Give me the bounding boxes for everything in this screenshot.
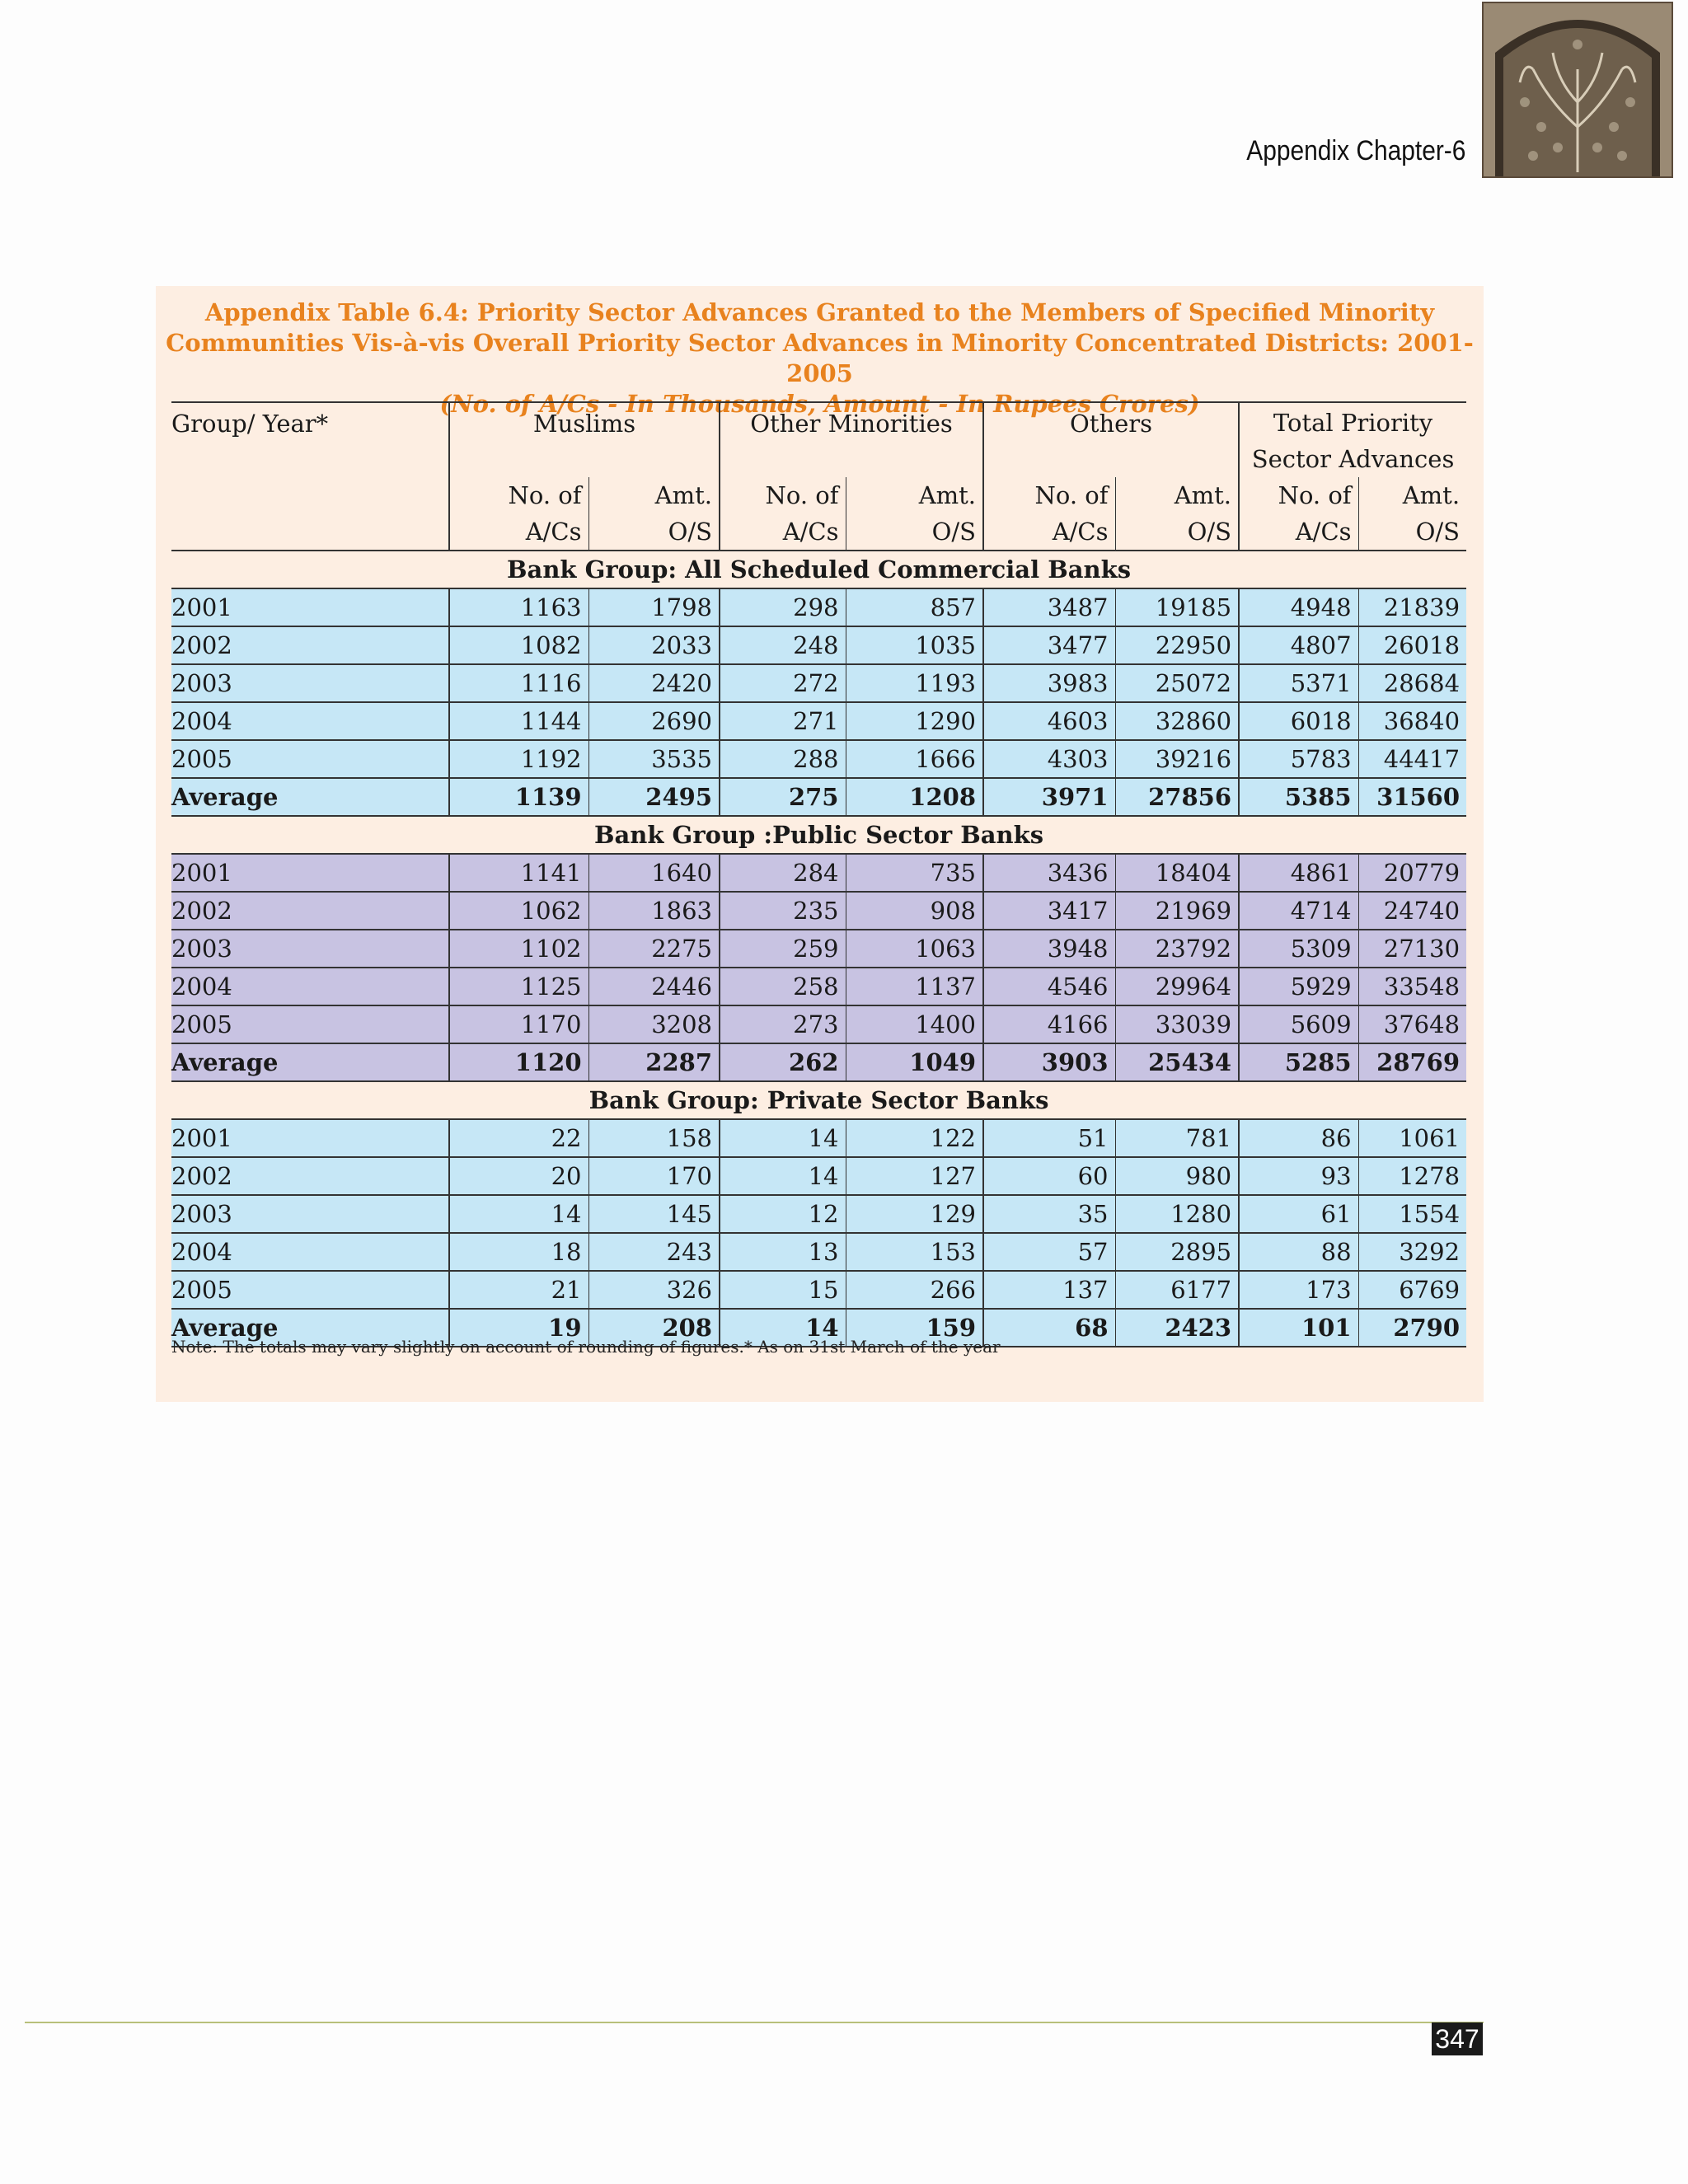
table-cell: 145	[588, 1195, 720, 1233]
table-cell: 4948	[1239, 588, 1358, 626]
row-label: Average	[171, 778, 449, 816]
table-cell: 26018	[1358, 626, 1466, 664]
table-row	[171, 740, 1466, 778]
table-cell: 3417	[983, 892, 1115, 930]
table-cell: 25434	[1115, 1043, 1239, 1081]
table-cell: 1290	[846, 702, 983, 740]
row-label: 2001	[171, 854, 449, 892]
table-cell: 44417	[1358, 740, 1466, 778]
table-cell: 243	[588, 1233, 720, 1271]
table-cell: 5783	[1239, 740, 1358, 778]
table-row	[171, 1119, 1466, 1157]
table-row	[171, 1005, 1466, 1043]
table-cell: 1192	[449, 740, 588, 778]
table-row	[171, 930, 1466, 968]
table-cell: 129	[846, 1195, 983, 1233]
section-heading: Bank Group: Private Sector Banks	[171, 1081, 1466, 1119]
table-cell: 1061	[1358, 1119, 1466, 1157]
col-subheader-amt-os	[1358, 477, 1466, 551]
table-cell: 22950	[1115, 626, 1239, 664]
row-label: 2001	[171, 588, 449, 626]
table-cell: 3292	[1358, 1233, 1466, 1271]
table-cell: 1120	[449, 1043, 588, 1081]
table-cell: 2690	[588, 702, 720, 740]
title-units: (No. of A/Cs - In Thousands, Amount - In Rupees Crores)	[439, 390, 1200, 418]
table-cell: 153	[846, 1233, 983, 1271]
section-heading: Bank Group: All Scheduled Commercial Banks	[171, 551, 1466, 588]
col-subheader-no-of-acs	[720, 477, 846, 551]
row-label: 2005	[171, 1005, 449, 1043]
table-cell: 6018	[1239, 702, 1358, 740]
col-subheader-no-of-acs	[1239, 477, 1358, 551]
table-cell: 22	[449, 1119, 588, 1157]
section-heading: Bank Group :Public Sector Banks	[171, 816, 1466, 854]
table-cell: 908	[846, 892, 983, 930]
row-label: 2004	[171, 702, 449, 740]
table-cell: 2420	[588, 664, 720, 702]
col-subheader-line2: A/Cs	[1052, 518, 1109, 546]
average-row	[171, 1043, 1466, 1081]
row-label: 2005	[171, 1271, 449, 1309]
table-cell: 28684	[1358, 664, 1466, 702]
col-subheader-line2: O/S	[1187, 518, 1232, 546]
title-line-2: Communities Vis-à-vis Overall Priority Sector Advances in Minority Concentrated Districts: 2001-2005	[166, 329, 1474, 387]
row-label: 2002	[171, 892, 449, 930]
table-cell: 19185	[1115, 588, 1239, 626]
table-cell: 5609	[1239, 1005, 1358, 1043]
table-cell: 173	[1239, 1271, 1358, 1309]
table-cell: 1144	[449, 702, 588, 740]
col-header-other-minorities: Other Minorities	[720, 402, 983, 477]
table-cell: 51	[983, 1119, 1115, 1157]
table-cell: 122	[846, 1119, 983, 1157]
table-cell: 1863	[588, 892, 720, 930]
table-cell: 2790	[1358, 1309, 1466, 1347]
table-cell: 298	[720, 588, 846, 626]
table-row	[171, 702, 1466, 740]
table-cell: 4166	[983, 1005, 1115, 1043]
table-cell: 21	[449, 1271, 588, 1309]
table-cell: 32860	[1115, 702, 1239, 740]
table-cell: 5371	[1239, 664, 1358, 702]
table-cell: 235	[720, 892, 846, 930]
table-cell: 980	[1115, 1157, 1239, 1195]
table-cell: 12	[720, 1195, 846, 1233]
table-cell: 4807	[1239, 626, 1358, 664]
table-cell: 93	[1239, 1157, 1358, 1195]
col-subheader-amt-os	[1115, 477, 1239, 551]
col-header-total	[1239, 402, 1466, 477]
table-cell: 24740	[1358, 892, 1466, 930]
table-cell: 2895	[1115, 1233, 1239, 1271]
table-cell: 1666	[846, 740, 983, 778]
col-subheader-line2: O/S	[931, 518, 977, 546]
table-cell: 60	[983, 1157, 1115, 1195]
table-cell: 1102	[449, 930, 588, 968]
col-header-others: Others	[983, 402, 1239, 477]
table-cell: 2275	[588, 930, 720, 968]
row-label: 2003	[171, 930, 449, 968]
table-cell: 273	[720, 1005, 846, 1043]
table-cell: 19	[449, 1309, 588, 1347]
table-cell: 271	[720, 702, 846, 740]
table-cell: 3948	[983, 930, 1115, 968]
row-label: Average	[171, 1043, 449, 1081]
col-subheader-line1: Amt.	[1174, 481, 1232, 509]
table-cell: 57	[983, 1233, 1115, 1271]
row-label: 2002	[171, 1157, 449, 1195]
table-cell: 6769	[1358, 1271, 1466, 1309]
table-cell: 15	[720, 1271, 846, 1309]
table-cell: 14	[720, 1309, 846, 1347]
table-cell: 3436	[983, 854, 1115, 892]
col-subheader-line1: No. of	[1278, 481, 1352, 509]
col-header-total-line2: Sector Advances	[1251, 445, 1455, 473]
row-label: 2003	[171, 664, 449, 702]
table-row	[171, 626, 1466, 664]
table-cell: 248	[720, 626, 846, 664]
table-row	[171, 1233, 1466, 1271]
table-cell: 14	[720, 1119, 846, 1157]
table-cell: 3971	[983, 778, 1115, 816]
table-cell: 4303	[983, 740, 1115, 778]
table-cell: 1062	[449, 892, 588, 930]
table-cell: 1035	[846, 626, 983, 664]
average-row	[171, 778, 1466, 816]
col-subheader-line1: Amt.	[1402, 481, 1461, 509]
table-cell: 33548	[1358, 968, 1466, 1005]
col-subheader-line1: No. of	[508, 481, 582, 509]
table-cell: 18404	[1115, 854, 1239, 892]
table-cell: 272	[720, 664, 846, 702]
table-cell: 1049	[846, 1043, 983, 1081]
table-cell: 735	[846, 854, 983, 892]
table-cell: 170	[588, 1157, 720, 1195]
table-cell: 1125	[449, 968, 588, 1005]
table-cell: 31560	[1358, 778, 1466, 816]
table-cell: 275	[720, 778, 846, 816]
table-panel	[156, 286, 1484, 1402]
table-cell: 5929	[1239, 968, 1358, 1005]
col-header-group-year: Group/ Year*	[171, 410, 329, 438]
table-cell: 1208	[846, 778, 983, 816]
table-row	[171, 968, 1466, 1005]
table-cell: 137	[983, 1271, 1115, 1309]
table-cell: 781	[1115, 1119, 1239, 1157]
table-cell: 2495	[588, 778, 720, 816]
col-header-muslims: Muslims	[449, 402, 720, 477]
row-label: Average	[171, 1309, 449, 1347]
table-cell: 326	[588, 1271, 720, 1309]
table-row	[171, 892, 1466, 930]
table-cell: 4603	[983, 702, 1115, 740]
col-subheader-amt-os	[846, 477, 983, 551]
table-cell: 159	[846, 1309, 983, 1347]
row-label: 2004	[171, 1233, 449, 1271]
table-cell: 3903	[983, 1043, 1115, 1081]
table-cell: 3477	[983, 626, 1115, 664]
table-cell: 3535	[588, 740, 720, 778]
col-subheader-line2: A/Cs	[525, 518, 582, 546]
table-cell: 1278	[1358, 1157, 1466, 1195]
row-label: 2004	[171, 968, 449, 1005]
col-subheader-line1: No. of	[765, 481, 839, 509]
row-label: 2003	[171, 1195, 449, 1233]
table-cell: 61	[1239, 1195, 1358, 1233]
table-cell: 4546	[983, 968, 1115, 1005]
col-subheader-line1: Amt.	[918, 481, 977, 509]
table-cell: 1137	[846, 968, 983, 1005]
table-cell: 3487	[983, 588, 1115, 626]
table-cell: 29964	[1115, 968, 1239, 1005]
table-cell: 25072	[1115, 664, 1239, 702]
table-cell: 14	[449, 1195, 588, 1233]
table-cell: 88	[1239, 1233, 1358, 1271]
table-cell: 68	[983, 1309, 1115, 1347]
col-subheader-line2: A/Cs	[782, 518, 839, 546]
col-subheader-no-of-acs	[449, 477, 588, 551]
table-cell: 1170	[449, 1005, 588, 1043]
table-cell: 262	[720, 1043, 846, 1081]
table-cell: 5309	[1239, 930, 1358, 968]
row-label: 2002	[171, 626, 449, 664]
row-label: 2001	[171, 1119, 449, 1157]
col-subheader-line2: A/Cs	[1295, 518, 1352, 546]
col-subheader-amt-os	[588, 477, 720, 551]
table-cell: 5385	[1239, 778, 1358, 816]
table-cell: 3208	[588, 1005, 720, 1043]
table-row	[171, 1195, 1466, 1233]
table-cell: 21969	[1115, 892, 1239, 930]
table-row	[171, 588, 1466, 626]
table-cell: 33039	[1115, 1005, 1239, 1043]
jali-window-image	[1482, 2, 1673, 178]
table-cell: 1139	[449, 778, 588, 816]
table-cell: 86	[1239, 1119, 1358, 1157]
table-cell: 2287	[588, 1043, 720, 1081]
table-cell: 857	[846, 588, 983, 626]
table-cell: 1400	[846, 1005, 983, 1043]
table-row	[171, 854, 1466, 892]
table-cell: 27856	[1115, 778, 1239, 816]
table-cell: 208	[588, 1309, 720, 1347]
table-cell: 4714	[1239, 892, 1358, 930]
col-subheader-line2: O/S	[668, 518, 712, 546]
table-cell: 35	[983, 1195, 1115, 1233]
table-cell: 2423	[1115, 1309, 1239, 1347]
page-number: 347	[1432, 2022, 1483, 2055]
table-cell: 1163	[449, 588, 588, 626]
table-row	[171, 1157, 1466, 1195]
col-header-total-line1: Total Priority	[1273, 409, 1433, 437]
table-cell: 27130	[1358, 930, 1466, 968]
col-subheader-no-of-acs	[983, 477, 1115, 551]
table-cell: 5285	[1239, 1043, 1358, 1081]
table-cell: 1063	[846, 930, 983, 968]
table-cell: 4861	[1239, 854, 1358, 892]
table-cell: 39216	[1115, 740, 1239, 778]
table-row	[171, 1271, 1466, 1309]
table-note: Note: The totals may vary slightly on account of rounding of figures.* As on 31st March of the year	[171, 1337, 1001, 1357]
chapter-heading: Appendix Chapter-6	[1245, 135, 1465, 166]
table-cell: 258	[720, 968, 846, 1005]
table-cell: 266	[846, 1271, 983, 1309]
table-cell: 14	[720, 1157, 846, 1195]
table-cell: 127	[846, 1157, 983, 1195]
table-cell: 6177	[1115, 1271, 1239, 1309]
table-cell: 2446	[588, 968, 720, 1005]
table-row	[171, 664, 1466, 702]
table-cell: 1116	[449, 664, 588, 702]
table-cell: 158	[588, 1119, 720, 1157]
table-cell: 288	[720, 740, 846, 778]
table-cell: 18	[449, 1233, 588, 1271]
table-cell: 20	[449, 1157, 588, 1195]
table-cell: 36840	[1358, 702, 1466, 740]
footer-rule	[25, 2022, 1484, 2023]
table-cell: 259	[720, 930, 846, 968]
table-cell: 20779	[1358, 854, 1466, 892]
col-subheader-line1: Amt.	[654, 481, 712, 509]
table-cell: 13	[720, 1233, 846, 1271]
table-cell: 1554	[1358, 1195, 1466, 1233]
table-cell: 23792	[1115, 930, 1239, 968]
table-cell: 21839	[1358, 588, 1466, 626]
table-cell: 28769	[1358, 1043, 1466, 1081]
table-cell: 2033	[588, 626, 720, 664]
table-cell: 1082	[449, 626, 588, 664]
table-cell: 1193	[846, 664, 983, 702]
table-cell: 1141	[449, 854, 588, 892]
table-cell: 284	[720, 854, 846, 892]
table-cell: 1280	[1115, 1195, 1239, 1233]
table-cell: 101	[1239, 1309, 1358, 1347]
table-cell: 3983	[983, 664, 1115, 702]
row-label: 2005	[171, 740, 449, 778]
title-line-1: Appendix Table 6.4: Priority Sector Advances Granted to the Members of Specified Minority	[204, 298, 1435, 326]
priority-sector-table	[171, 401, 1466, 1347]
table-cell: 37648	[1358, 1005, 1466, 1043]
table-cell: 1640	[588, 854, 720, 892]
col-subheader-line2: O/S	[1415, 518, 1461, 546]
col-subheader-line1: No. of	[1034, 481, 1109, 509]
table-cell: 1798	[588, 588, 720, 626]
